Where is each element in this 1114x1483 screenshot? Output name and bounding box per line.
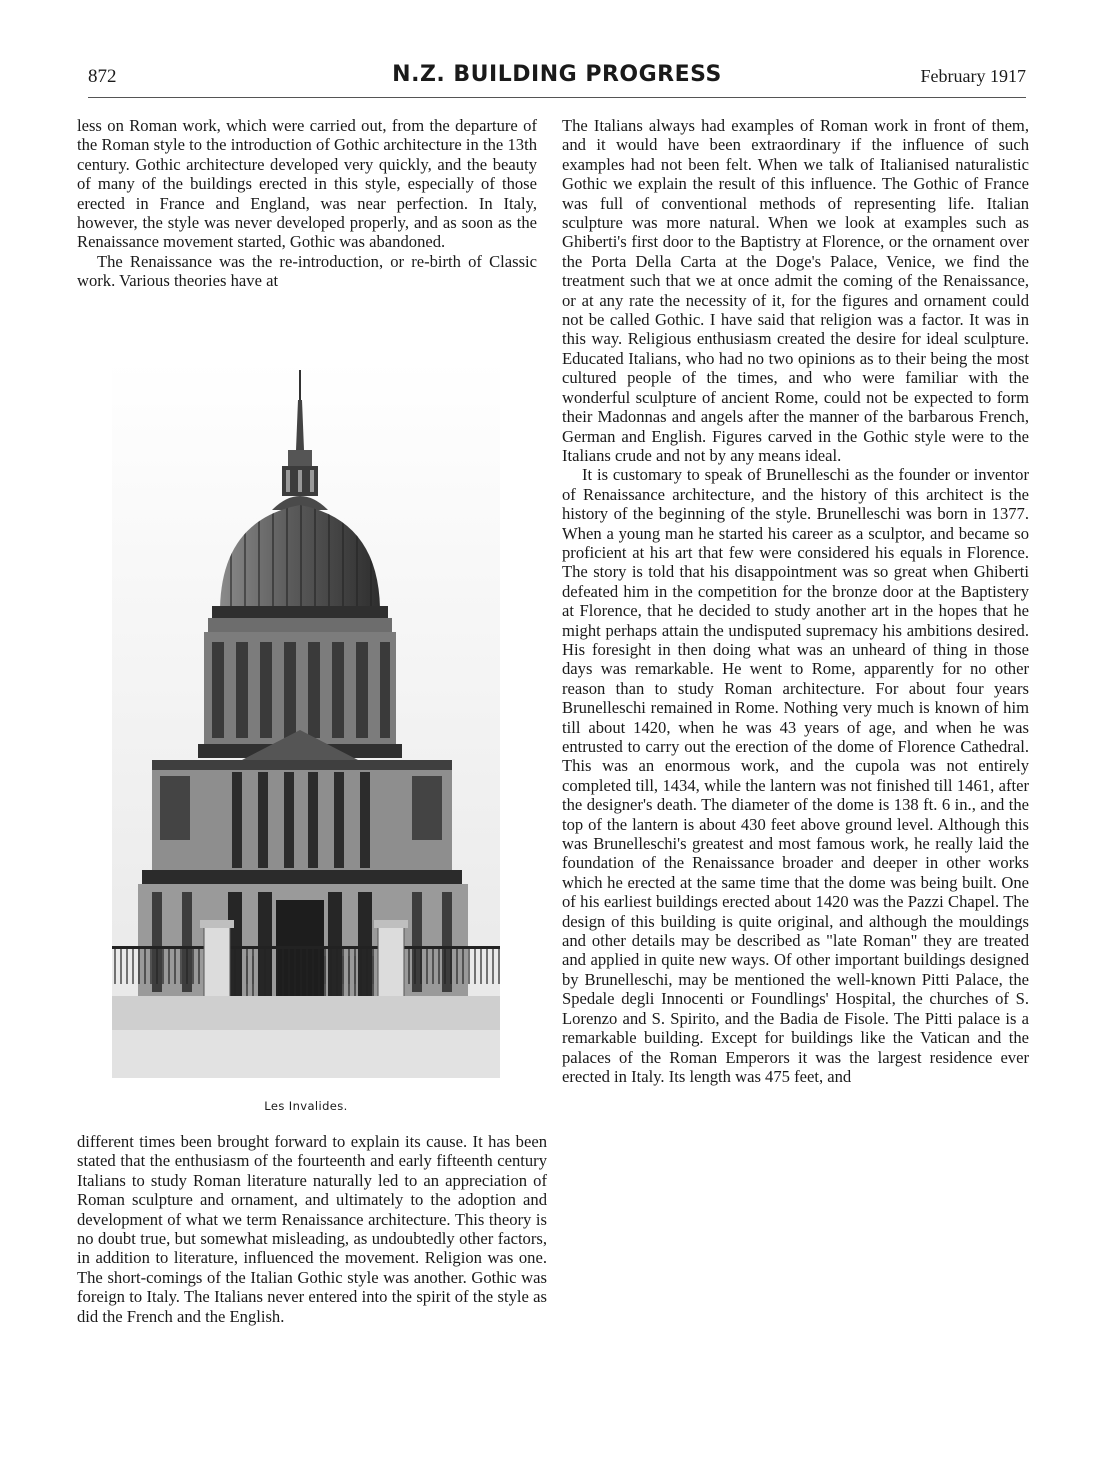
paragraph: The Renaissance was the re-introduction, or re-birth of Classic work. Various theories have at (77, 251, 537, 291)
paragraph: It is customary to speak of Brunelleschi as the founder or inventor of Renaissance architecture, and the history of this architect is the history of the beginning of the style. Brunelleschi was born in 1377. When a young man he started his career as a sculptor, and became so proficient at his art that few were considered his equals in Florence. The story is told that his disappointment was so great when Ghiberti defeated him in the competition for the bronze door at the Baptistery at Florence, that he decided to study another art in the hopes that he might perhaps attain the undisputed supremacy his ambitions desired. His foresight in then doing what was an unheard of thing in those days was remarkable. He went to Rome, apparently for no other reason than to study Roman architecture. For about four years Brunelleschi remained in Rome. Nothing very much is known of him till about 1420, when he was 43 years of age, and when he was entrusted to carry out the erection of the dome of Florence Cathedral. This was an enormous work, and the cupola was not entirely completed till, 1434, while the lantern was not finished till 1461, after the designer's death. The diameter of the dome is 138 ft. 6 in., and the top of the lantern is about 430 feet above ground level. Although this was Brunelleschi's greatest and most famous work, he really laid the foundation of the Renaissance broader and deeper in other works which he erected at the same time that the dome was being built. One of his earliest buildings erected about 1420 was the Pazzi Chapel. The design of this building is quite original, and although the mouldings and other details may be described as "late Roman" they are treated and applied in quite new ways. Of other important buildings designed by Brunelleschi, may be mentioned the well-known Pitti Palace, the Spedale degli Innocenti or Foundlings' Hospital, the churches of S. Lorenzo and S. Spirito, and the Badia de Fisole. The Pitti palace is a remarkable building. Except for buildings like the Vatican and the palaces of the Roman Emperors it was the largest residence ever erected in Italy. Its length was 475 feet, and (562, 465, 1029, 1086)
left-column-top (77, 116, 537, 291)
header-rule (88, 97, 1026, 98)
paragraph: different times been brought forward to explain its cause. It has been stated that the enthusiasm of the fourteenth and early fifteenth century Italians to study Roman literature naturally led to an appreciation of Roman sculpture and ornament, and ultimately to the adoption and development of what we term Renaissance architecture. This theory is no doubt true, but somewhat misleading, as undoubtedly other factors, in addition to literature, influenced the movement. Religion was one. The short-comings of the Italian Gothic style was another. Gothic was foreign to Italy. The Italians never entered into the spirit of the style as did the French and the English. (77, 1132, 547, 1326)
figure-caption: Les Invalides. (264, 1099, 348, 1113)
running-header (88, 62, 1026, 98)
issue-date: February 1917 (920, 66, 1026, 86)
right-column (562, 116, 1029, 1086)
paragraph: less on Roman work, which were carried out, from the departure of the Roman style to the introduction of Gothic architecture in the 13th century. Gothic architecture developed very quickly, and the beauty of many of the buildings erected in this style, especially of those erected in France and England, was near perfection. In Italy, however, the style was never developed properly, and as soon as the Renaissance movement started, Gothic was abandoned. (77, 116, 537, 252)
page-number: 872 (88, 66, 117, 87)
les-invalides-photo (112, 360, 500, 1078)
journal-title: N.Z. BUILDING PROGRESS (392, 62, 722, 87)
left-column-bottom (77, 1132, 547, 1326)
paragraph: The Italians always had examples of Roman work in front of them, and it would have been extraordinary if the influence of such examples had not been felt. When we talk of Italianised naturalistic Gothic we explain the result of this influence. The Gothic of France was full of conventional methods of representing life. Italian sculpture was more natural. When we look at examples such as Ghiberti's first door to the Baptistry at Florence, or the ornament over the Porta Della Carta at the Doge's Palace, Venice, we find the treatment such that we at once admit the coming of the Renaissance, or at any rate the necessity of it, for the figures and ornament could not be called Gothic. I have said that religion was a factor. It was in this way. Religious enthusiasm created the desire for ideal sculpture. Educated Italians, who had no two opinions as to their being the most cultured people of the times, and who were familiar with the wonderful sculpture of ancient Rome, could not be expected to form their Madonnas and angels after the manner of the barbarous French, German and English. Figures carved in the Gothic style were to the Italians crude and not by any means ideal. (562, 116, 1029, 465)
